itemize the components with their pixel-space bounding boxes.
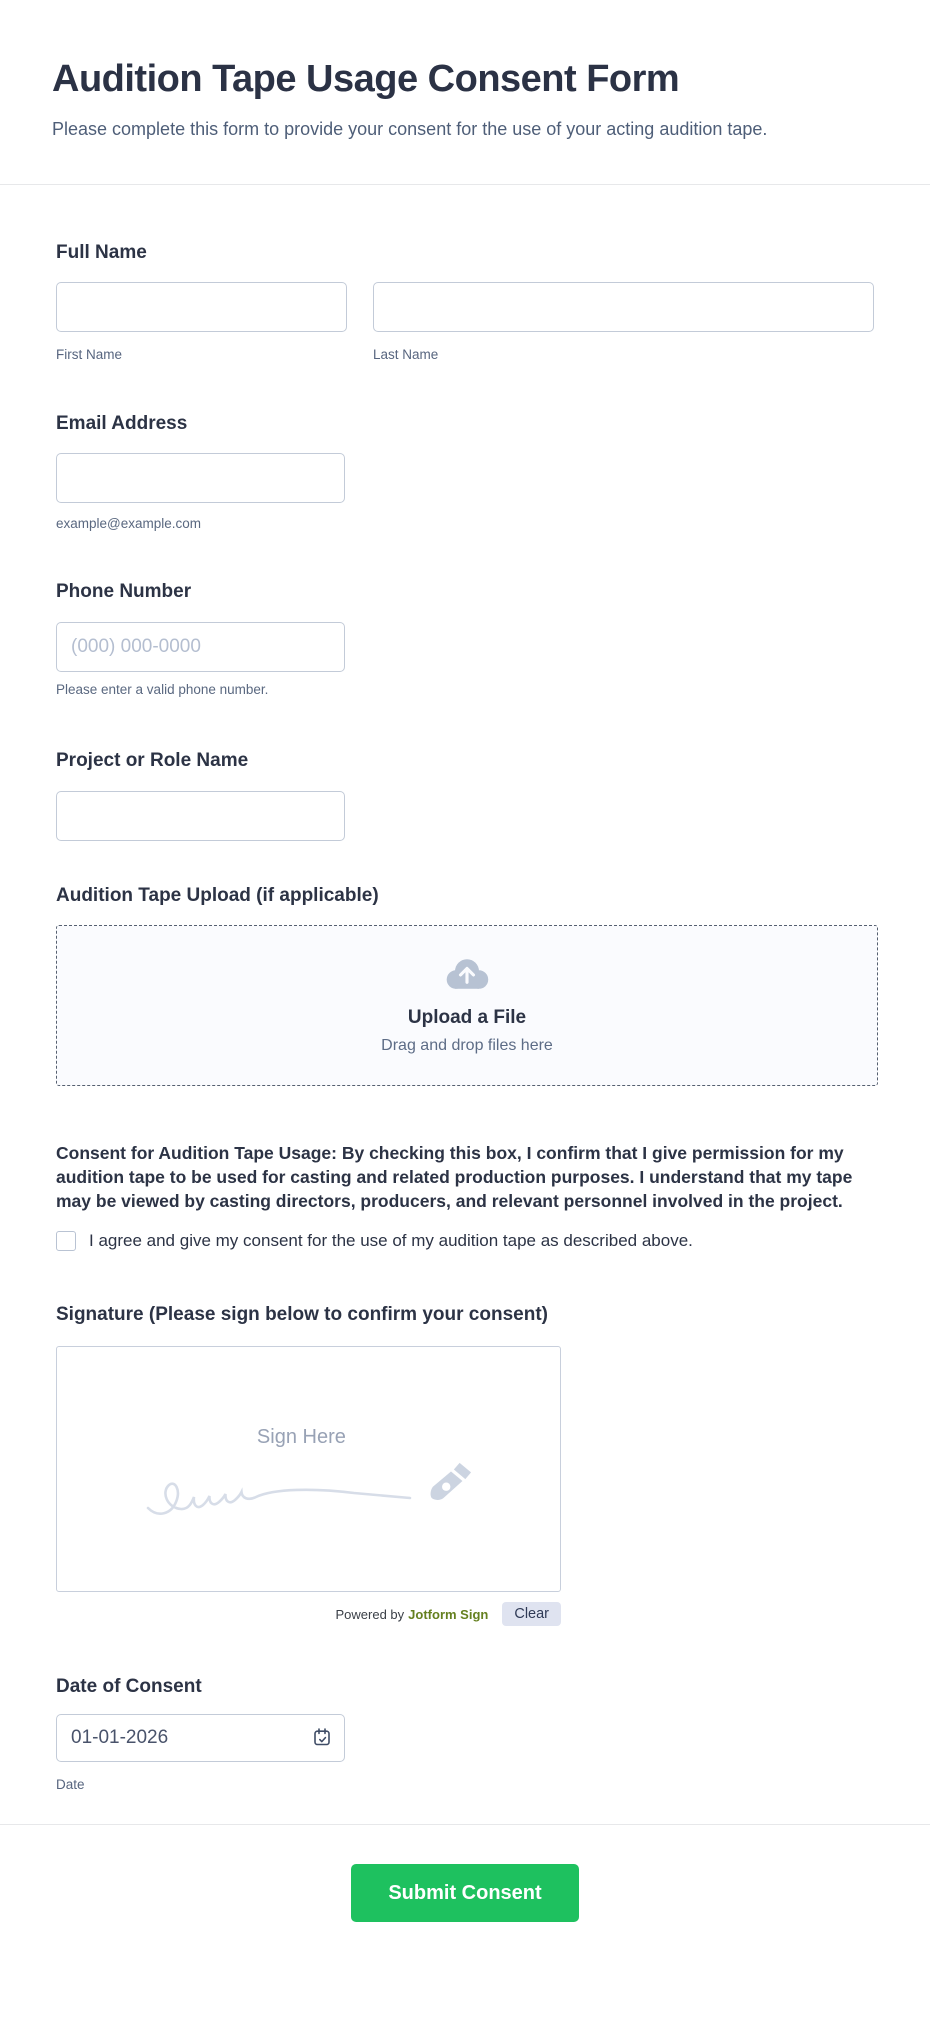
first-name-input[interactable] xyxy=(56,282,347,332)
form-body xyxy=(0,243,930,1922)
signature-label: Signature (Please sign below to confirm your consent) xyxy=(56,1304,548,1325)
signature-pad[interactable] xyxy=(56,1346,561,1592)
last-name-column xyxy=(373,282,874,362)
signature-squiggle xyxy=(144,1456,436,1520)
field-upload xyxy=(56,886,874,1086)
jotform-sign-link[interactable]: Jotform Sign xyxy=(408,1606,489,1622)
email-input[interactable] xyxy=(56,453,345,503)
date-label: Date of Consent xyxy=(56,1676,202,1697)
last-name-input[interactable] xyxy=(373,282,874,332)
consent-checkbox-label[interactable]: I agree and give my consent for the use of my audition tape as described above. xyxy=(89,1231,693,1250)
field-phone xyxy=(56,582,874,697)
date-sublabel: Date xyxy=(56,1777,85,1792)
field-full-name xyxy=(56,243,874,362)
last-name-sublabel: Last Name xyxy=(373,347,439,362)
email-hint: example@example.com xyxy=(56,516,202,531)
upload-label: Audition Tape Upload (if applicable) xyxy=(56,885,379,906)
field-project xyxy=(56,751,874,841)
consent-checkbox-row xyxy=(56,1231,874,1251)
full-name-label: Full Name xyxy=(56,242,147,263)
field-email xyxy=(56,414,874,531)
upload-subtitle: Drag and drop files here xyxy=(381,1037,553,1054)
signature-placeholder-art xyxy=(144,1418,474,1520)
phone-input[interactable] xyxy=(56,622,345,672)
project-input[interactable] xyxy=(56,791,345,841)
phone-label: Phone Number xyxy=(56,581,192,602)
calendar-check-icon xyxy=(312,1727,332,1747)
form-header xyxy=(0,0,930,185)
phone-hint: Please enter a valid phone number. xyxy=(56,682,269,697)
signature-footer xyxy=(56,1602,561,1626)
field-date xyxy=(56,1677,874,1792)
calendar-picker-button[interactable] xyxy=(311,1727,333,1749)
date-input[interactable] xyxy=(56,1714,345,1762)
field-consent xyxy=(56,1141,874,1251)
page-subtitle: Please complete this form to provide your consent for the use of your acting audition tape. xyxy=(52,119,768,139)
submit-button[interactable]: Submit Consent xyxy=(351,1864,578,1922)
first-name-sublabel: First Name xyxy=(56,347,123,362)
consent-paragraph: Consent for Audition Tape Usage: By checking this box, I confirm that I give permission for my audition tape to be used for casting and related production purposes. I understand that my tape may be viewed by casting directors, producers, and relevant personnel involved in the project. xyxy=(56,1143,853,1211)
upload-dropzone[interactable] xyxy=(56,925,878,1086)
consent-checkbox[interactable] xyxy=(56,1231,76,1251)
sign-here-text: Sign Here xyxy=(256,1426,346,1448)
first-name-column xyxy=(56,282,347,362)
full-name-row xyxy=(56,282,874,362)
clear-signature-button[interactable]: Clear xyxy=(502,1602,561,1626)
page-title: Audition Tape Usage Consent Form xyxy=(52,58,680,100)
project-label: Project or Role Name xyxy=(56,750,249,771)
pen-nib-icon xyxy=(428,1460,474,1502)
footer-divider xyxy=(0,1824,930,1825)
date-input-wrap xyxy=(56,1714,345,1762)
submit-row xyxy=(56,1864,874,1922)
field-signature xyxy=(56,1305,874,1626)
email-label: Email Address xyxy=(56,413,188,434)
powered-by-text: Powered by xyxy=(335,1606,405,1622)
upload-title: Upload a File xyxy=(407,1007,527,1028)
cloud-upload-icon xyxy=(443,956,491,992)
